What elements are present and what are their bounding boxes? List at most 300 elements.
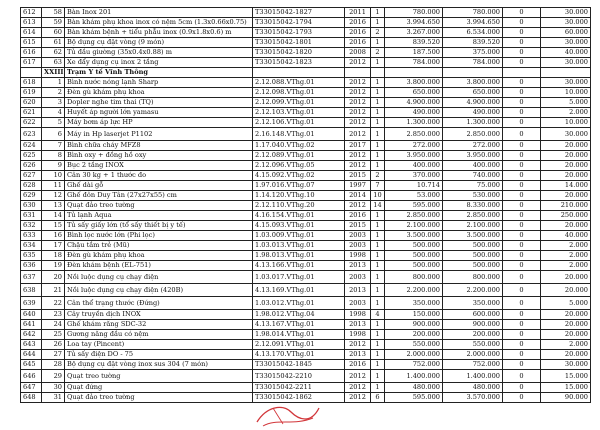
- residual-value-cell: 15.000: [541, 370, 591, 383]
- table-row: [21, 171, 591, 181]
- item-number: 15: [42, 221, 65, 231]
- zero-cell: 0: [503, 151, 541, 161]
- row-index: 635: [21, 251, 42, 261]
- unit-price-cell: [385, 68, 443, 78]
- total-value-cell: 550.000: [443, 340, 503, 350]
- zero-cell: 0: [503, 118, 541, 128]
- row-index: 643: [21, 340, 42, 350]
- item-name: Nồi luộc dụng cụ chạy điện (420B): [65, 284, 253, 297]
- quantity-cell: 6: [371, 393, 385, 403]
- residual-value-cell: 5.000: [541, 297, 591, 310]
- row-index: 621: [21, 108, 42, 118]
- unit-price-cell: 2.850.000: [385, 128, 443, 141]
- unit-price-cell: 595.000: [385, 201, 443, 211]
- item-number: XXIII: [42, 68, 65, 78]
- asset-code: 4.13.169.VThg.01: [253, 284, 345, 297]
- item-name: Cân thể trạng thước (Đứng): [65, 297, 253, 310]
- asset-code: T33015042-1794: [253, 18, 345, 28]
- year-cell: 2003: [345, 241, 371, 251]
- table-row: [21, 128, 591, 141]
- table-row: [21, 330, 591, 340]
- residual-value-cell: 30.000: [541, 78, 591, 88]
- year-cell: 2012: [345, 78, 371, 88]
- unit-price-cell: 3.267.000: [385, 28, 443, 38]
- quantity-cell: [371, 68, 385, 78]
- item-number: 29: [42, 370, 65, 383]
- residual-value-cell: 250.000: [541, 211, 591, 221]
- quantity-cell: 2: [371, 48, 385, 58]
- total-value-cell: 3.570.000: [443, 393, 503, 403]
- item-number: 25: [42, 330, 65, 340]
- year-cell: 1998: [345, 310, 371, 320]
- zero-cell: 0: [503, 201, 541, 211]
- item-name: Bàn Inox 201: [65, 8, 253, 18]
- row-index: 623: [21, 128, 42, 141]
- row-index: 642: [21, 330, 42, 340]
- year-cell: 2012: [345, 58, 371, 68]
- item-number: 60: [42, 28, 65, 38]
- item-number: 7: [42, 141, 65, 151]
- zero-cell: 0: [503, 383, 541, 393]
- item-name: Quạt treo tường: [65, 370, 253, 383]
- quantity-cell: 1: [371, 284, 385, 297]
- zero-cell: 0: [503, 251, 541, 261]
- table-row: [21, 241, 591, 251]
- unit-price-cell: 2.100.000: [385, 221, 443, 231]
- item-name: Bình chữa cháy MFZ8: [65, 141, 253, 151]
- year-cell: 2013: [345, 261, 371, 271]
- quantity-cell: 1: [371, 360, 385, 370]
- year-cell: 2003: [345, 231, 371, 241]
- item-number: 1: [42, 78, 65, 88]
- table-row: [21, 181, 591, 191]
- residual-value-cell: 10.000: [541, 118, 591, 128]
- zero-cell: 0: [503, 231, 541, 241]
- quantity-cell: 1: [371, 370, 385, 383]
- asset-code: T33015042-2211: [253, 383, 345, 393]
- item-name: Máy in Hp laserjet P1102: [65, 128, 253, 141]
- total-value-cell: 530.000: [443, 191, 503, 201]
- item-number: 63: [42, 58, 65, 68]
- total-value-cell: 200.000: [443, 330, 503, 340]
- zero-cell: 0: [503, 8, 541, 18]
- asset-code: 1.97.016.VThg.07: [253, 181, 345, 191]
- zero-cell: 0: [503, 98, 541, 108]
- asset-ledger-page: [20, 7, 590, 403]
- residual-value-cell: 20.000: [541, 284, 591, 297]
- year-cell: 1997: [345, 181, 371, 191]
- zero-cell: 0: [503, 221, 541, 231]
- quantity-cell: 1: [371, 211, 385, 221]
- unit-price-cell: 780.000: [385, 8, 443, 18]
- zero-cell: 0: [503, 78, 541, 88]
- year-cell: 2014: [345, 191, 371, 201]
- zero-cell: 0: [503, 310, 541, 320]
- table-row: [21, 98, 591, 108]
- row-index: 638: [21, 284, 42, 297]
- year-cell: 2016: [345, 18, 371, 28]
- row-index: 646: [21, 370, 42, 383]
- item-name: Nồi luộc dụng cụ chạy điện: [65, 271, 253, 284]
- total-value-cell: 1.400.000: [443, 370, 503, 383]
- residual-value-cell: 30.000: [541, 18, 591, 28]
- item-number: 19: [42, 261, 65, 271]
- item-name: Cân 30 kg + 1 thước đo: [65, 171, 253, 181]
- total-value-cell: 8.330.000: [443, 201, 503, 211]
- total-value-cell: 375.000: [443, 48, 503, 58]
- total-value-cell: 3.994.650: [443, 18, 503, 28]
- year-cell: 2016: [345, 360, 371, 370]
- asset-code: 4.13.167.VThg.01: [253, 320, 345, 330]
- asset-code: 2.12.099.VThg.01: [253, 98, 345, 108]
- unit-price-cell: 4.900.000: [385, 98, 443, 108]
- quantity-cell: 1: [371, 330, 385, 340]
- row-index: 637: [21, 271, 42, 284]
- unit-price-cell: 650.000: [385, 88, 443, 98]
- item-name: Cây truyền dịch INOX: [65, 310, 253, 320]
- residual-value-cell: 40.000: [541, 48, 591, 58]
- table-row: [21, 320, 591, 330]
- quantity-cell: 2: [371, 171, 385, 181]
- table-row: [21, 38, 591, 48]
- residual-value-cell: 40.000: [541, 231, 591, 241]
- quantity-cell: 1: [371, 58, 385, 68]
- row-index: 631: [21, 211, 42, 221]
- quantity-cell: 10: [371, 191, 385, 201]
- asset-code: 4.16.154.VThg.01: [253, 211, 345, 221]
- item-number: 8: [42, 151, 65, 161]
- year-cell: 2012: [345, 118, 371, 128]
- unit-price-cell: 400.000: [385, 161, 443, 171]
- year-cell: 2012: [345, 393, 371, 403]
- item-name: Tủ sấy giấy lớn (tổ sấy thiết bị y tế): [65, 221, 253, 231]
- residual-value-cell: 20.000: [541, 320, 591, 330]
- residual-value-cell: 210.000: [541, 201, 591, 211]
- zero-cell: 0: [503, 128, 541, 141]
- table-row: [21, 48, 591, 58]
- year-cell: 2012: [345, 98, 371, 108]
- item-name: Ghế dài gỗ: [65, 181, 253, 191]
- zero-cell: 0: [503, 18, 541, 28]
- unit-price-cell: 500.000: [385, 241, 443, 251]
- unit-price-cell: 2.200.000: [385, 284, 443, 297]
- item-number: 61: [42, 38, 65, 48]
- total-value-cell: 500.000: [443, 251, 503, 261]
- unit-price-cell: 10.714: [385, 181, 443, 191]
- unit-price-cell: 3.500.000: [385, 231, 443, 241]
- quantity-cell: 1: [371, 297, 385, 310]
- quantity-cell: 1: [371, 151, 385, 161]
- residual-value-cell: 20.000: [541, 171, 591, 181]
- item-name: Dopler nghe tim thai (TQ): [65, 98, 253, 108]
- quantity-cell: 1: [371, 8, 385, 18]
- ledger-body: [21, 8, 591, 403]
- item-name: Bục 2 tầng INOX: [65, 161, 253, 171]
- item-name: Bàn khám phụ khoa inox có nệm 5cm (1.3x0.66x0.75): [65, 18, 253, 28]
- quantity-cell: 1: [371, 320, 385, 330]
- table-row: [21, 271, 591, 284]
- asset-ledger-table: [20, 7, 591, 403]
- residual-value-cell: 20.000: [541, 310, 591, 320]
- item-number: 3: [42, 98, 65, 108]
- quantity-cell: 1: [371, 221, 385, 231]
- item-number: 17: [42, 241, 65, 251]
- table-row: [21, 284, 591, 297]
- row-index: 624: [21, 141, 42, 151]
- unit-price-cell: 3.994.650: [385, 18, 443, 28]
- unit-price-cell: 500.000: [385, 261, 443, 271]
- zero-cell: 0: [503, 350, 541, 360]
- table-row: [21, 310, 591, 320]
- row-index: 648: [21, 393, 42, 403]
- quantity-cell: 2: [371, 28, 385, 38]
- year-cell: 1998: [345, 251, 371, 261]
- asset-code: 2.12.098.VThg.01: [253, 88, 345, 98]
- year-cell: 2012: [345, 88, 371, 98]
- quantity-cell: 4: [371, 310, 385, 320]
- table-row: [21, 161, 591, 171]
- year-cell: 2012: [345, 161, 371, 171]
- item-name: Quạt đảo treo tường: [65, 393, 253, 403]
- unit-price-cell: 3.950.000: [385, 151, 443, 161]
- zero-cell: 0: [503, 320, 541, 330]
- total-value-cell: 3.950.000: [443, 151, 503, 161]
- item-number: 21: [42, 284, 65, 297]
- table-row: [21, 261, 591, 271]
- asset-code: T33015042-1862: [253, 393, 345, 403]
- residual-value-cell: 20.000: [541, 191, 591, 201]
- zero-cell: 0: [503, 340, 541, 350]
- item-number: 5: [42, 118, 65, 128]
- total-value-cell: 2.100.000: [443, 221, 503, 231]
- year-cell: 2013: [345, 284, 371, 297]
- asset-code: T33015042-1827: [253, 8, 345, 18]
- residual-value-cell: 20.000: [541, 141, 591, 151]
- table-row: [21, 201, 591, 211]
- row-index: 647: [21, 383, 42, 393]
- table-row: [21, 370, 591, 383]
- residual-value-cell: 20.000: [541, 161, 591, 171]
- table-row: [21, 383, 591, 393]
- total-value-cell: 75.000: [443, 181, 503, 191]
- asset-code: 2.12.091.VThg.01: [253, 340, 345, 350]
- unit-price-cell: 150.000: [385, 310, 443, 320]
- asset-code: 1.03.017.VThg.01: [253, 271, 345, 284]
- total-value-cell: 900.000: [443, 320, 503, 330]
- year-cell: 2012: [345, 383, 371, 393]
- unit-price-cell: 1.300.000: [385, 118, 443, 128]
- residual-value-cell: 20.000: [541, 330, 591, 340]
- total-value-cell: 784.000: [443, 58, 503, 68]
- unit-price-cell: 187.500: [385, 48, 443, 58]
- asset-code: 2.16.148.VThg.01: [253, 128, 345, 141]
- unit-price-cell: 900.000: [385, 320, 443, 330]
- unit-price-cell: 784.000: [385, 58, 443, 68]
- asset-code: 4.15.092.VThg.02: [253, 171, 345, 181]
- year-cell: 2015: [345, 171, 371, 181]
- total-value-cell: 3.500.000: [443, 231, 503, 241]
- year-cell: 2017: [345, 141, 371, 151]
- total-value-cell: 350.000: [443, 297, 503, 310]
- row-index: 627: [21, 171, 42, 181]
- total-value-cell: 839.520: [443, 38, 503, 48]
- unit-price-cell: 200.000: [385, 330, 443, 340]
- quantity-cell: 1: [371, 141, 385, 151]
- zero-cell: 0: [503, 161, 541, 171]
- unit-price-cell: 500.000: [385, 251, 443, 261]
- residual-value-cell: 5.000: [541, 98, 591, 108]
- zero-cell: 0: [503, 330, 541, 340]
- row-index: 630: [21, 201, 42, 211]
- unit-price-cell: 839.520: [385, 38, 443, 48]
- year-cell: 2012: [345, 201, 371, 211]
- asset-code: 1.14.120.VThg.10: [253, 191, 345, 201]
- asset-code: 1.98.014.VThg.01: [253, 330, 345, 340]
- row-index: 645: [21, 360, 42, 370]
- table-row: [21, 88, 591, 98]
- row-index: 626: [21, 161, 42, 171]
- asset-code: 2.12.096.VThg.05: [253, 161, 345, 171]
- residual-value-cell: [541, 68, 591, 78]
- year-cell: 2012: [345, 128, 371, 141]
- item-number: 30: [42, 383, 65, 393]
- residual-value-cell: 10.000: [541, 88, 591, 98]
- table-row: [21, 191, 591, 201]
- row-index: 615: [21, 38, 42, 48]
- zero-cell: 0: [503, 28, 541, 38]
- table-row: [21, 393, 591, 403]
- table-row: [21, 108, 591, 118]
- residual-value-cell: 2.000: [541, 241, 591, 251]
- quantity-cell: 1: [371, 241, 385, 251]
- row-index: 625: [21, 151, 42, 161]
- residual-value-cell: 20.000: [541, 350, 591, 360]
- year-cell: 2003: [345, 297, 371, 310]
- year-cell: 2012: [345, 370, 371, 383]
- total-value-cell: 780.000: [443, 8, 503, 18]
- table-row: [21, 221, 591, 231]
- quantity-cell: 1: [371, 251, 385, 261]
- row-index: 617: [21, 58, 42, 68]
- table-row: [21, 28, 591, 38]
- item-number: 23: [42, 310, 65, 320]
- row-index: [21, 68, 42, 78]
- item-number: 59: [42, 18, 65, 28]
- year-cell: 2013: [345, 320, 371, 330]
- item-number: 16: [42, 231, 65, 241]
- zero-cell: 0: [503, 38, 541, 48]
- asset-code: T33015042-1820: [253, 48, 345, 58]
- item-name: Chậu tắm trẻ (Mũ): [65, 241, 253, 251]
- total-value-cell: 800.000: [443, 271, 503, 284]
- asset-code: T33015042-1801: [253, 38, 345, 48]
- total-value-cell: 272.000: [443, 141, 503, 151]
- table-row: [21, 78, 591, 88]
- zero-cell: 0: [503, 360, 541, 370]
- asset-code: 4.13.166.VThg.01: [253, 261, 345, 271]
- quantity-cell: 1: [371, 18, 385, 28]
- item-number: 22: [42, 297, 65, 310]
- residual-value-cell: 90.000: [541, 393, 591, 403]
- item-name: Tủ lạnh Aqua: [65, 211, 253, 221]
- zero-cell: 0: [503, 241, 541, 251]
- table-row: [21, 118, 591, 128]
- item-number: 11: [42, 181, 65, 191]
- total-value-cell: 490.000: [443, 108, 503, 118]
- total-value-cell: 2.000.000: [443, 350, 503, 360]
- item-number: 28: [42, 360, 65, 370]
- table-row: [21, 297, 591, 310]
- quantity-cell: 1: [371, 271, 385, 284]
- unit-price-cell: 350.000: [385, 297, 443, 310]
- row-index: 618: [21, 78, 42, 88]
- asset-code: 4.13.170.VThg.01: [253, 350, 345, 360]
- residual-value-cell: 60.000: [541, 28, 591, 38]
- residual-value-cell: 2.000: [541, 340, 591, 350]
- year-cell: 1998: [345, 330, 371, 340]
- asset-code: T33015042-1845: [253, 360, 345, 370]
- zero-cell: 0: [503, 370, 541, 383]
- total-value-cell: 600.000: [443, 310, 503, 320]
- residual-value-cell: 20.000: [541, 271, 591, 284]
- unit-price-cell: 490.000: [385, 108, 443, 118]
- zero-cell: 0: [503, 393, 541, 403]
- item-name: Bàn khám bệnh + tiểu phẫu inox (0.9x1.8x0.6) m: [65, 28, 253, 38]
- row-index: 644: [21, 350, 42, 360]
- item-name: Tủ đầu giường (35x0.4x0.88) m: [65, 48, 253, 58]
- year-cell: 2016: [345, 38, 371, 48]
- quantity-cell: 1: [371, 108, 385, 118]
- year-cell: 2012: [345, 151, 371, 161]
- row-index: 616: [21, 48, 42, 58]
- item-name: Xe đẩy dụng cụ inox 2 tầng: [65, 58, 253, 68]
- item-number: 9: [42, 161, 65, 171]
- table-row: [21, 211, 591, 221]
- item-name: Bộ dụng cụ đặt vòng (9 món): [65, 38, 253, 48]
- row-index: 636: [21, 261, 42, 271]
- zero-cell: 0: [503, 191, 541, 201]
- row-index: 629: [21, 191, 42, 201]
- asset-code: 4.15.093.VThg.01: [253, 221, 345, 231]
- unit-price-cell: 752.000: [385, 360, 443, 370]
- row-index: 614: [21, 28, 42, 38]
- asset-code: 2.12.103.VThg.01: [253, 108, 345, 118]
- unit-price-cell: 53.000: [385, 191, 443, 201]
- total-value-cell: 2.850.000: [443, 128, 503, 141]
- asset-code: 2.12.106.VThg.01: [253, 118, 345, 128]
- item-name: Đèn gù khám phụ khoa: [65, 88, 253, 98]
- unit-price-cell: 480.000: [385, 383, 443, 393]
- item-number: 58: [42, 8, 65, 18]
- unit-price-cell: 550.000: [385, 340, 443, 350]
- total-value-cell: 500.000: [443, 241, 503, 251]
- quantity-cell: 1: [371, 128, 385, 141]
- zero-cell: 0: [503, 48, 541, 58]
- unit-price-cell: 800.000: [385, 271, 443, 284]
- residual-value-cell: 20.000: [541, 221, 591, 231]
- item-number: 62: [42, 48, 65, 58]
- item-name: Gương năng đầu có nệm: [65, 330, 253, 340]
- year-cell: 2016: [345, 28, 371, 38]
- total-value-cell: 4.900.000: [443, 98, 503, 108]
- zero-cell: 0: [503, 181, 541, 191]
- quantity-cell: 1: [371, 118, 385, 128]
- asset-code: T33015042-2210: [253, 370, 345, 383]
- zero-cell: 0: [503, 297, 541, 310]
- item-name: Ghế khám răng SDC-32: [65, 320, 253, 330]
- residual-value-cell: 30.000: [541, 8, 591, 18]
- zero-cell: 0: [503, 284, 541, 297]
